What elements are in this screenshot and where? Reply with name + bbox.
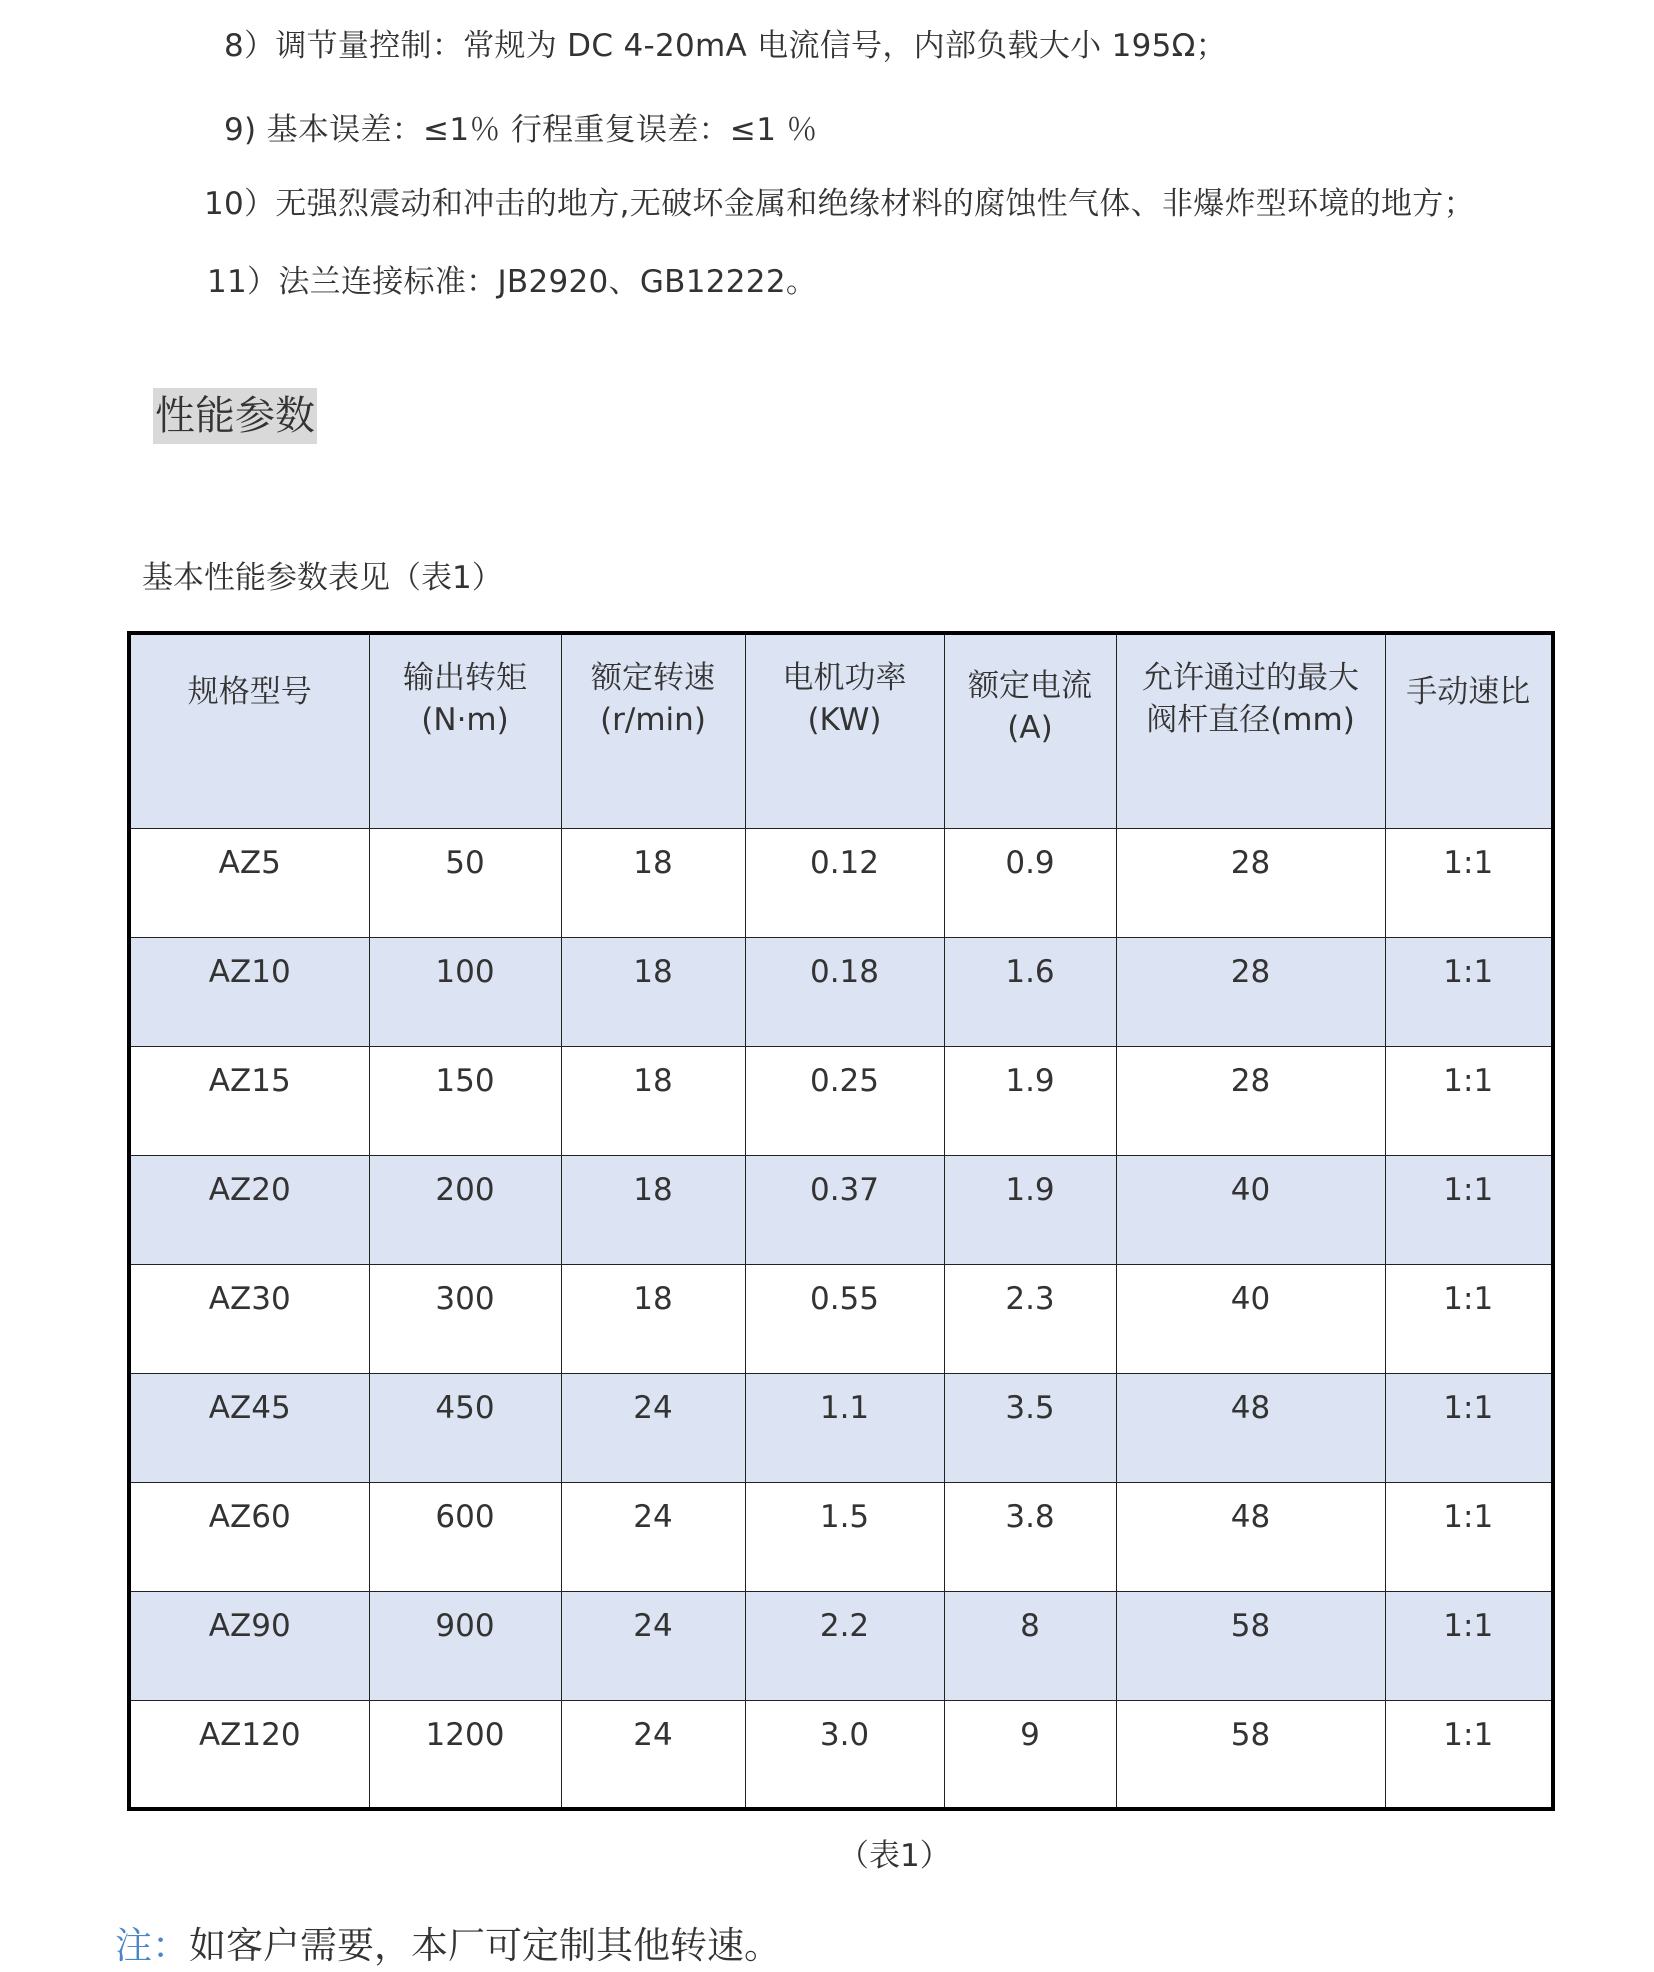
cell-speed: 24 xyxy=(561,1700,745,1809)
cell-stem-diameter: 48 xyxy=(1116,1482,1385,1591)
cell-stem-diameter: 58 xyxy=(1116,1591,1385,1700)
header-manual-ratio: 手动速比 xyxy=(1385,633,1553,828)
cell-manual-ratio: 1:1 xyxy=(1385,1155,1553,1264)
cell-model: AZ5 xyxy=(129,828,369,937)
cell-current: 1.6 xyxy=(944,937,1116,1046)
cell-manual-ratio: 1:1 xyxy=(1385,828,1553,937)
cell-torque: 50 xyxy=(369,828,561,937)
cell-manual-ratio: 1:1 xyxy=(1385,1591,1553,1700)
cell-model: AZ15 xyxy=(129,1046,369,1155)
cell-torque: 900 xyxy=(369,1591,561,1700)
cell-torque: 150 xyxy=(369,1046,561,1155)
cell-model: AZ20 xyxy=(129,1155,369,1264)
cell-model: AZ45 xyxy=(129,1373,369,1482)
table-header-row xyxy=(129,633,1553,828)
spec-table xyxy=(127,631,1555,1811)
list-item-11: 11）法兰连接标准：JB2920、GB12222。 xyxy=(207,264,818,300)
cell-torque: 300 xyxy=(369,1264,561,1373)
cell-speed: 18 xyxy=(561,1264,745,1373)
cell-stem-diameter: 40 xyxy=(1116,1155,1385,1264)
cell-speed: 18 xyxy=(561,1046,745,1155)
cell-speed: 18 xyxy=(561,828,745,937)
table-caption-top: 基本性能参数表见（表1） xyxy=(142,560,503,596)
cell-current: 1.9 xyxy=(944,1046,1116,1155)
list-item-9: 9) 基本误差：≤1％ 行程重复误差：≤1 ％ xyxy=(224,112,818,148)
cell-speed: 18 xyxy=(561,1155,745,1264)
header-torque: 输出转矩 (N·m) xyxy=(369,633,561,828)
cell-model: AZ30 xyxy=(129,1264,369,1373)
cell-model: AZ60 xyxy=(129,1482,369,1591)
header-stem-diameter: 允许通过的最大 阀杆直径(mm) xyxy=(1116,633,1385,828)
section-heading: 性能参数 xyxy=(153,388,317,444)
cell-torque: 1200 xyxy=(369,1700,561,1809)
header-power: 电机功率 (KW) xyxy=(745,633,944,828)
note-prefix: 注： xyxy=(115,1924,189,1967)
table-row xyxy=(129,1591,1553,1700)
cell-torque: 600 xyxy=(369,1482,561,1591)
cell-stem-diameter: 28 xyxy=(1116,1046,1385,1155)
cell-manual-ratio: 1:1 xyxy=(1385,1046,1553,1155)
cell-current: 9 xyxy=(944,1700,1116,1809)
table-row xyxy=(129,828,1553,937)
list-item-10: 10）无强烈震动和冲击的地方,无破坏金属和绝缘材料的腐蚀性气体、非爆炸型环境的地方； xyxy=(204,186,1475,222)
header-model: 规格型号 xyxy=(129,633,369,828)
cell-power: 3.0 xyxy=(745,1700,944,1809)
cell-torque: 200 xyxy=(369,1155,561,1264)
note-text: 如客户需要，本厂可定制其他转速。 xyxy=(189,1924,781,1967)
cell-power: 0.37 xyxy=(745,1155,944,1264)
cell-manual-ratio: 1:1 xyxy=(1385,1700,1553,1809)
table-row xyxy=(129,1373,1553,1482)
cell-current: 0.9 xyxy=(944,828,1116,937)
cell-power: 1.5 xyxy=(745,1482,944,1591)
cell-current: 2.3 xyxy=(944,1264,1116,1373)
cell-power: 0.18 xyxy=(745,937,944,1046)
table-row xyxy=(129,1264,1553,1373)
cell-model: AZ10 xyxy=(129,937,369,1046)
cell-manual-ratio: 1:1 xyxy=(1385,1264,1553,1373)
cell-speed: 18 xyxy=(561,937,745,1046)
cell-torque: 450 xyxy=(369,1373,561,1482)
cell-manual-ratio: 1:1 xyxy=(1385,1373,1553,1482)
cell-current: 3.8 xyxy=(944,1482,1116,1591)
cell-stem-diameter: 58 xyxy=(1116,1700,1385,1809)
table-row xyxy=(129,1046,1553,1155)
cell-stem-diameter: 48 xyxy=(1116,1373,1385,1482)
header-speed: 额定转速 (r/min) xyxy=(561,633,745,828)
cell-power: 1.1 xyxy=(745,1373,944,1482)
cell-model: AZ90 xyxy=(129,1591,369,1700)
table-row xyxy=(129,1155,1553,1264)
cell-stem-diameter: 40 xyxy=(1116,1264,1385,1373)
cell-power: 0.55 xyxy=(745,1264,944,1373)
cell-manual-ratio: 1:1 xyxy=(1385,1482,1553,1591)
cell-current: 1.9 xyxy=(944,1155,1116,1264)
table-row xyxy=(129,1700,1553,1809)
table-caption-bottom: （表1） xyxy=(838,1838,951,1874)
cell-stem-diameter: 28 xyxy=(1116,828,1385,937)
cell-current: 3.5 xyxy=(944,1373,1116,1482)
note xyxy=(115,1915,781,1969)
cell-torque: 100 xyxy=(369,937,561,1046)
cell-manual-ratio: 1:1 xyxy=(1385,937,1553,1046)
table-row xyxy=(129,937,1553,1046)
table-row xyxy=(129,1482,1553,1591)
cell-speed: 24 xyxy=(561,1591,745,1700)
cell-speed: 24 xyxy=(561,1373,745,1482)
cell-stem-diameter: 28 xyxy=(1116,937,1385,1046)
cell-current: 8 xyxy=(944,1591,1116,1700)
cell-speed: 24 xyxy=(561,1482,745,1591)
cell-power: 0.25 xyxy=(745,1046,944,1155)
list-item-8: 8）调节量控制：常规为 DC 4-20mA 电流信号，内部负载大小 195Ω； xyxy=(224,28,1227,64)
header-current: 额定电流 (A) xyxy=(944,633,1116,828)
cell-model: AZ120 xyxy=(129,1700,369,1809)
cell-power: 2.2 xyxy=(745,1591,944,1700)
cell-power: 0.12 xyxy=(745,828,944,937)
